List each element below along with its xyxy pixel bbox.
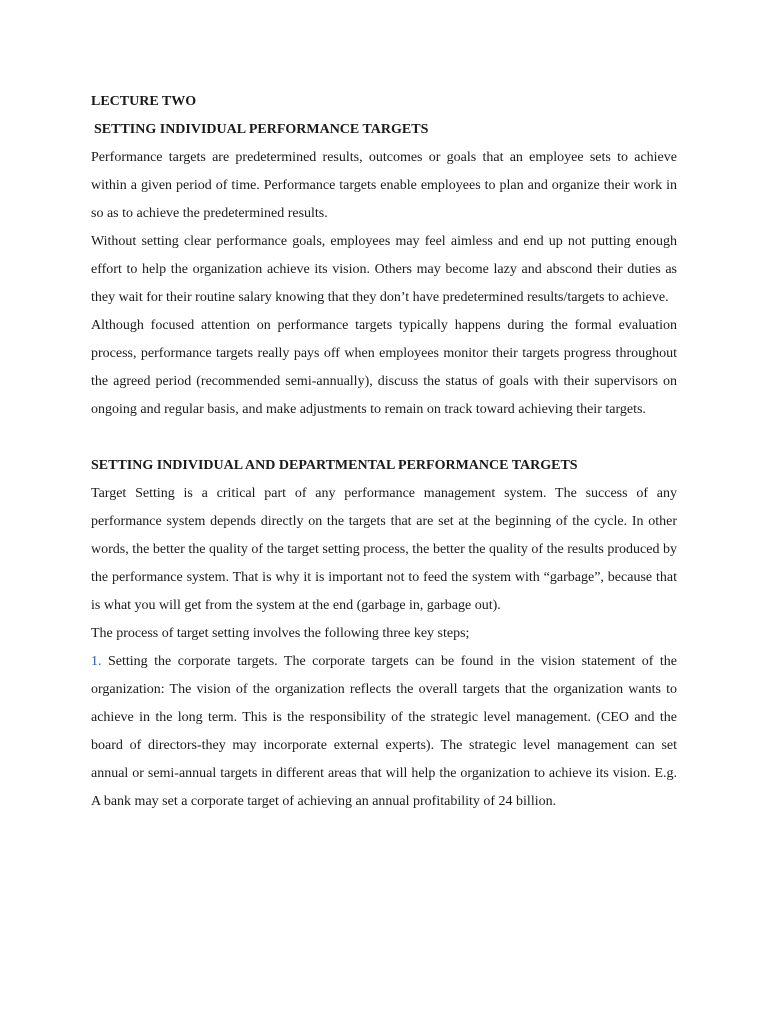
list-item-step-1: [91, 648, 677, 816]
paragraph: Although focused attention on performance targets typically happens during the formal evaluation process, performance targets really pays off when employees monitor their targets progress throughout the agreed period (recommended semi-annually), discuss the status of goals with their supervisors on ongoing and regular basis, and make adjustments to remain on track toward achieving their targets.: [91, 318, 677, 417]
document-page: [91, 88, 677, 816]
paragraph: Target Setting is a critical part of any performance management system. The success of any performance system depends directly on the targets that are set at the beginning of the cycle. In other words, the better the quality of the target setting process, the better the quality of the results produced by the performance system. That is why it is important not to feed the system with “garbage”, because that is what you will get from the system at the end (garbage in, garbage out).: [91, 486, 677, 613]
section-title-individual-targets: SETTING INDIVIDUAL PERFORMANCE TARGETS: [94, 122, 429, 137]
list-number: 1.: [91, 654, 102, 669]
paragraph: The process of target setting involves the following three key steps;: [91, 626, 470, 641]
lecture-title: LECTURE TWO: [91, 94, 197, 109]
section-title-departmental-targets: SETTING INDIVIDUAL AND DEPARTMENTAL PERFORMANCE TARGETS: [91, 458, 578, 473]
paragraph: Without setting clear performance goals, employees may feel aimless and end up not putting enough effort to help the organization achieve its vision. Others may become lazy and abscond their duties as they wait for their routine salary knowing that they don’t have predetermined results/targets to achieve.: [91, 234, 677, 305]
list-item-text: Setting the corporate targets. The corporate targets can be found in the vision statement of the organization: The vision of the organization reflects the overall targets that the organization wants to achieve in the long term. This is the responsibility of the strategic level management. (CEO and the board of directors-they may incorporate external experts). The strategic level management can set annual or semi-annual targets in different areas that will help the organization to achieve its vision. E.g. A bank may set a corporate target of achieving an annual profitability of 24 billion.: [91, 654, 677, 809]
section-spacer: [91, 424, 677, 452]
paragraph: Performance targets are predetermined results, outcomes or goals that an employee sets to achieve within a given period of time. Performance targets enable employees to plan and organize their work in so as to achieve the predetermined results.: [91, 150, 677, 221]
